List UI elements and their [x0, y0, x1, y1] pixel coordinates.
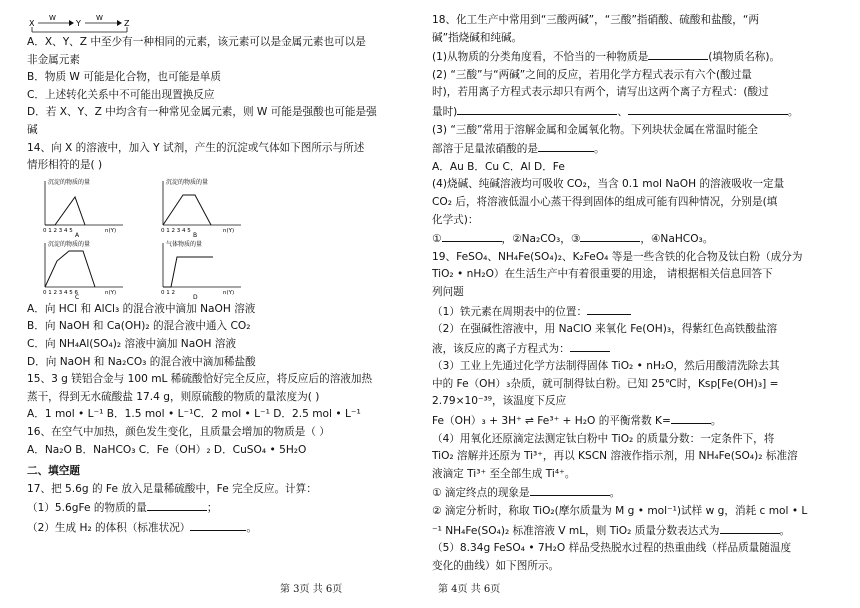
option-a-line2: 非金属元素 [27, 53, 80, 66]
q14-option-b: B．向 NaOH 和 Ca(OH)₂ 的混合液中通入 CO₂ [27, 320, 251, 333]
graph-a-xlabel: n(Y) [105, 227, 117, 234]
q18-part2-blank2[interactable] [628, 102, 788, 115]
q19-part3-line3: 2.79×10⁻³⁹，该温度下反应 [432, 395, 567, 408]
q18-part4-answers [432, 229, 844, 249]
page-number-right: 第 4页 共 6页 [438, 584, 501, 595]
q18-part3-line2 [432, 139, 844, 159]
graph-c [35, 239, 135, 299]
q19-part3-line4 [432, 411, 844, 431]
graph-b-ticks: 0 1 2 3 4 5 [161, 227, 191, 234]
q19-part4-line3: 液滴定 Ti³⁺ 至全部生成 Ti⁴⁺。 [432, 467, 576, 480]
q17-part2-text: （2）生成 H₂ 的体积（标准状况） [27, 521, 191, 534]
q18-part2-sep: 、 [617, 105, 628, 118]
q19-line2: TiO₂ • nH₂O）在生活生产中有着很重要的用途， 请根据相关信息回答下 [432, 268, 773, 281]
q19-part3-line1: （3）工业上先通过化学方法制得固体 TiO₂ • nH₂O，然后用酸清洗除去其 [432, 360, 780, 373]
option-d-line1: D．若 X、Y、Z 中均含有一种常见金属元素，则 W 可能是强酸也可能是强 [27, 106, 377, 119]
q14-option-a: A．向 HCl 和 AlCl₃ 的混合液中滴加 NaOH 溶液 [27, 302, 256, 315]
q19-part4-line1: （4）用氧化还原滴定法测定钛白粉中 TiO₂ 的质量分数：一定条件下，将 [432, 432, 775, 445]
q18-part2-blank1[interactable] [457, 102, 617, 115]
q18-part4-line3: 化学式)： [432, 213, 479, 226]
q19-part4-sub1 [432, 483, 844, 503]
graph-a-tag: A [75, 231, 80, 237]
q19-part1-blank[interactable] [587, 302, 631, 315]
q17-part2-end: 。 [246, 521, 257, 534]
flow-w2: W [96, 14, 103, 22]
q16-stem: 16、在空气中加热，颜色发生变化，且质量会增加的物质是（ ） [27, 425, 330, 438]
q18-part3-options: A．Au B．Cu C．Al D．Fe [432, 160, 565, 173]
q19-part4-sub2-line1: ② 滴定分析时，称取 TiO₂(摩尔质量为 M g • mol⁻¹)试样 w g，消耗 c mol • L [432, 505, 808, 518]
q19-part1 [432, 302, 844, 322]
graph-d-ticks: 0 1 2 [161, 289, 175, 296]
q19-part1-text: （1）铁元素在周期表中的位置： [432, 305, 588, 318]
graph-c-ylabel: 沉淀的物质的量 [48, 240, 91, 248]
q18-part1-end: (填物质名称)。 [708, 51, 781, 64]
graph-b-xlabel: n(Y) [223, 227, 235, 234]
right-column [432, 12, 844, 575]
flow-w1: W [49, 14, 56, 22]
q18-part1-blank[interactable] [648, 47, 708, 60]
q17-part1-blank[interactable] [147, 498, 207, 511]
q19-line3: 列问题 [432, 285, 464, 298]
q17-part2-blank[interactable] [190, 518, 246, 531]
q18-part3-line1: (3) “三酸”常用于溶解金属和金属氧化物。下列块状金属在常温时能全 [432, 123, 758, 136]
q15-line1: 15、3 g 镁铝合金与 100 mL 稀硫酸恰好完全反应，将反应后的溶液加热 [27, 373, 373, 386]
page-number-left: 第 3页 共 6页 [280, 584, 343, 595]
q17-part1-end: ； [206, 502, 218, 515]
q15-line2: 蒸干，得到无水硫酸盐 17.4 g，则原硫酸的物质的量浓度为( ) [27, 390, 320, 403]
q18-part2-end: 。 [787, 105, 799, 118]
graph-c-tag: C [75, 293, 80, 299]
flow-diagram [29, 12, 159, 34]
q19-part2-blank[interactable] [570, 339, 610, 352]
q19-part3-eq: Fe（OH）₃ + 3H⁺ ⇌ Fe³⁺ + H₂O 的平衡常数 K= [432, 415, 671, 428]
graph-d-tag: D [193, 293, 198, 299]
graph-a [35, 177, 135, 237]
graph-b-tag: B [193, 231, 198, 237]
q18-part4-a2: ，②Na₂CO₃，③ [501, 233, 581, 246]
q14-line1: 14、向 X 的溶液中，加入 Y 试剂，产生的沉淀或气体如下图所示与所述 [27, 141, 365, 154]
q18-line2: 碱”指烧碱和纯碱。 [432, 31, 523, 44]
q18-part4-line2: CO₂ 后，将溶液低温小心蒸干得到固体的组成可能有四种情况，分别是(填 [432, 195, 778, 208]
graph-b [153, 177, 253, 237]
q19-part2-line2 [432, 339, 844, 359]
q18-part3-blank[interactable] [538, 139, 594, 152]
section-fill-in-title: 二、填空题 [27, 465, 80, 478]
flow-z: Z [124, 19, 130, 28]
q19-part4-sub2-line2 [432, 521, 844, 541]
q18-part2-line3-text: 量时) [432, 105, 458, 118]
q19-part3-line2: 中的 Fe（OH）₃杂质，就可制得钛白粉。已知 25℃时，Ksp[Fe(OH)₃] = [432, 377, 779, 390]
q19-line1: 19、FeSO₄、NH₄Fe(SO₄)₂、K₂FeO₄ 等是一些含铁的化合物及钛白粉（成分为 [432, 250, 803, 263]
q18-part2-line3 [432, 102, 844, 122]
q19-part4-sub1-end: 。 [609, 487, 621, 500]
q16-options: A．Na₂O B．NaHCO₃ C．Fe（OH）₂ D．CuSO₄ • 5H₂O [27, 443, 307, 456]
q18-part1-text: (1)从物质的分类角度看，不恰当的一种物质是 [432, 51, 649, 64]
q18-part4-a1: ① [432, 233, 442, 246]
q19-part5-line2: 变化的曲线）如下图所示。 [432, 559, 560, 572]
q17-part2 [27, 518, 417, 538]
q18-part4-line1: (4)烧碱、纯碱溶液均可吸收 CO₂，当含 0.1 mol NaOH 的溶液吸收一定量 [432, 178, 785, 191]
flow-y: Y [76, 19, 81, 28]
q18-part3-text: 部溶于足量浓硝酸的是 [432, 143, 538, 156]
q18-part4-a3: ，④NaHCO₃。 [640, 233, 714, 246]
q19-part4-sub1-blank[interactable] [530, 483, 610, 496]
option-b: B．物质 W 可能是化合物，也可能是单质 [27, 71, 221, 84]
option-d-line2: 碱 [27, 123, 38, 136]
q18-part2-line2: 时)，若用离子方程式表示却只有两个，请写出这两个离子方程式：(酸过 [432, 86, 769, 99]
q17-part1 [27, 498, 417, 518]
q14-line2: 情形相符的是( ) [27, 159, 103, 172]
q18-part4-blank2[interactable] [580, 229, 640, 242]
graph-a-ylabel: 沉淀的物质的量 [48, 178, 91, 186]
option-c: C．上述转化关系中不可能出现置换反应 [27, 88, 215, 101]
q19-part4-sub2-blank[interactable] [720, 521, 780, 534]
q17-part1-text: （1）5.6gFe 的物质的量 [27, 502, 147, 515]
q18-part2-line1: (2) “三酸”与“两碱”之间的反应，若用化学方程式表示有六个(酸过量 [432, 68, 752, 81]
graph-row-2 [35, 239, 417, 299]
graph-c-xlabel: n(Y) [105, 289, 117, 296]
q14-option-c: C．向 NH₄Al(SO₄)₂ 溶液中滴加 NaOH 溶液 [27, 337, 237, 350]
q19-part3-blank[interactable] [671, 411, 711, 424]
q19-part2-line1: （2）在强碱性溶液中，用 NaClO 来氧化 Fe(OH)₃，得紫红色高铁酸盐溶 [432, 323, 778, 336]
graph-a-ticks: 0 1 2 3 4 5 [43, 227, 73, 234]
q14-option-d: D．向 NaOH 和 Na₂CO₃ 的混合液中滴加稀盐酸 [27, 355, 256, 368]
q19-part4-sub2-text: ⁻¹ NH₄Fe(SO₄)₂ 标准溶液 V mL，则 TiO₂ 质量分数表达式为 [432, 524, 720, 537]
flow-x: X [29, 19, 35, 28]
graph-row-1 [35, 177, 417, 237]
q19-part5-line1: （5）8.34g FeSO₄ • 7H₂O 样品受热脱水过程的热重曲线（样品质量随温度 [432, 542, 792, 555]
q18-part1 [432, 47, 844, 67]
q18-line1: 18、化工生产中常用到“三酸两碱”，“三酸”指硝酸、硫酸和盐酸，“两 [432, 14, 759, 26]
q18-part3-end: 。 [593, 143, 605, 156]
q18-part4-blank1[interactable] [442, 229, 502, 242]
q19-part3-end: 。 [710, 415, 722, 428]
q17-stem: 17、把 5.6g 的 Fe 放入足量稀硫酸中，Fe 完全反应。计算： [27, 482, 317, 495]
q19-part4-sub2-end: 。 [779, 524, 791, 537]
graph-c-ticks: 0 1 2 3 4 5 6 [43, 289, 78, 296]
graph-d-ylabel: 气体物质的量 [166, 240, 203, 248]
q19-part2-text: 液，该反应的离子方程式为： [432, 342, 570, 355]
q15-options: A．1 mol • L⁻¹ B．1.5 mol • L⁻¹C．2 mol • L⁻¹ D．2.5 mol • L⁻¹ [27, 408, 361, 421]
left-column [27, 12, 417, 537]
option-a-line1: A．X、Y、Z 中至少有一种相同的元素，该元素可以是金属元素也可以是 [27, 36, 366, 48]
graph-b-ylabel: 沉淀的物质的量 [166, 178, 209, 186]
graph-d-xlabel: n(Y) [223, 289, 235, 296]
q19-part4-line2: TiO₂ 溶解并还原为 Ti³⁺，再以 KSCN 溶液作指示剂，用 NH₄Fe(SO₄)₂ 标准溶 [432, 450, 798, 463]
q19-part4-sub1-text: ① 滴定终点的现象是 [432, 487, 530, 500]
graph-d [153, 239, 253, 299]
